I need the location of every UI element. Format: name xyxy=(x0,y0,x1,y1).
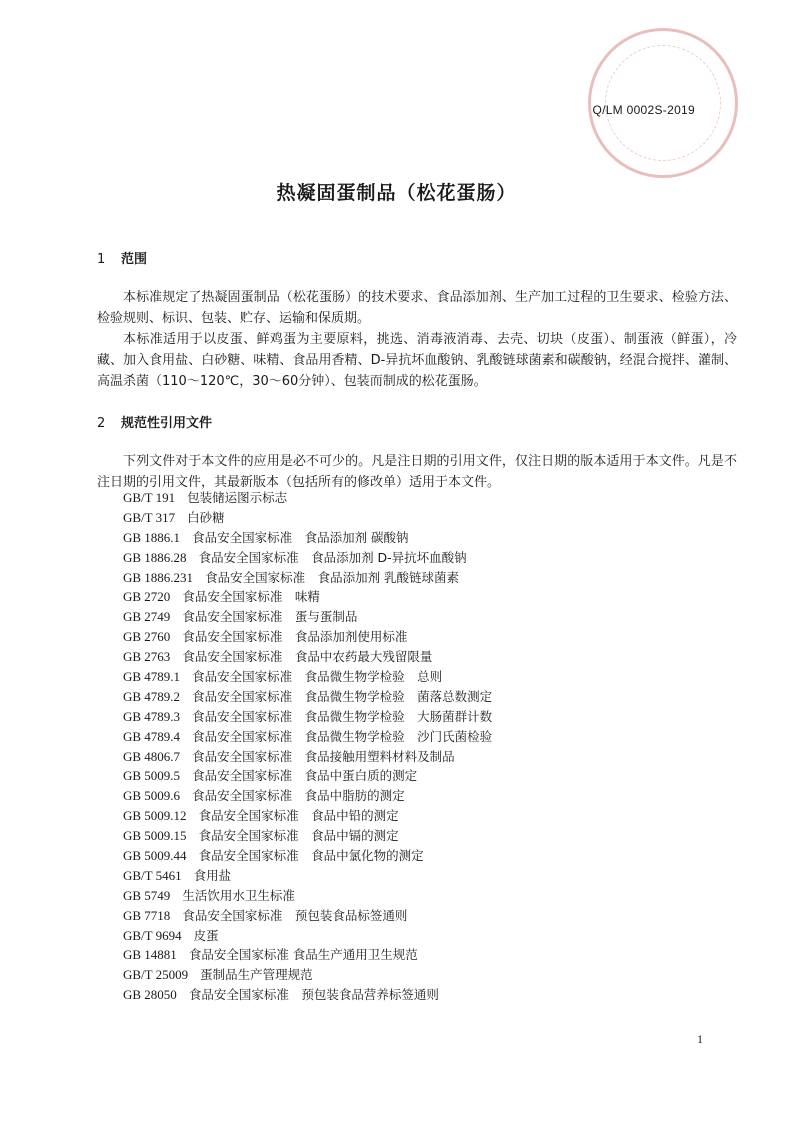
reference-item xyxy=(123,766,492,786)
reference-item xyxy=(123,926,492,946)
reference-item xyxy=(123,945,492,965)
reference-item xyxy=(123,548,492,568)
reference-name: 食品安全国家标准 食品中蛋白质的测定 xyxy=(192,768,418,784)
reference-name: 食品安全国家标准 食品生产通用卫生规范 xyxy=(188,947,418,963)
reference-name: 食品安全国家标准 食品微生物学检验 总则 xyxy=(192,669,443,685)
reference-name: 包装储运图示标志 xyxy=(187,490,288,505)
section-number: 1 xyxy=(97,252,106,267)
reference-code: GB 4789.2 xyxy=(123,688,181,704)
reference-code: GB 1886.231 xyxy=(123,569,194,585)
reference-code: GB 7718 xyxy=(123,907,171,923)
reference-code: GB 4789.4 xyxy=(123,728,181,744)
reference-name: 食品安全国家标准 食品中铅的测定 xyxy=(198,808,399,824)
reference-code: GB 28050 xyxy=(123,987,177,1003)
reference-code: GB 2763 xyxy=(123,649,171,665)
reference-item xyxy=(123,846,492,866)
reference-name: 食品安全国家标准 食品添加剂 D-异抗坏血酸钠 xyxy=(198,549,467,565)
reference-code: GB 14881 xyxy=(123,947,177,963)
reference-item xyxy=(123,607,492,627)
reference-name: 食品安全国家标准 食品微生物学检验 菌落总数测定 xyxy=(192,688,493,704)
reference-code: GB 5749 xyxy=(123,887,171,903)
reference-item xyxy=(123,568,492,588)
reference-name: 食品安全国家标准 食品添加剂使用标准 xyxy=(182,629,408,645)
reference-item xyxy=(123,687,492,707)
scope-paragraph-1: 本标准规定了热凝固蛋制品（松花蛋肠）的技术要求、食品添加剂、生产加工过程的卫生要求、检验方法、检验规则、标识、包装、贮存、运输和保质期。 xyxy=(97,290,737,326)
reference-item xyxy=(123,707,492,727)
reference-item xyxy=(123,826,492,846)
reference-name: 皮蛋 xyxy=(193,927,219,943)
document-title: 热凝固蛋制品（松花蛋肠） xyxy=(276,182,517,204)
document-code: Q/LM 0002S-2019 xyxy=(592,103,695,117)
references-intro-paragraph: 下列文件对于本文件的应用是必不可少的。凡是注日期的引用文件，仅注日期的版本适用于本文件。凡是不注日期的引用文件，其最新版本（包括所有的修改单）适用于本文件。 xyxy=(97,454,737,490)
reference-name: 食品安全国家标准 食品接触用塑料材料及制品 xyxy=(192,748,455,764)
reference-name: 食品安全国家标准 食品微生物学检验 大肠菌群计数 xyxy=(192,708,493,724)
reference-name: 食用盐 xyxy=(193,867,232,883)
reference-code: GB/T 5461 xyxy=(123,867,182,883)
reference-name: 食品安全国家标准 食品中氯化物的测定 xyxy=(198,848,424,864)
reference-item xyxy=(123,587,492,607)
reference-name: 食品安全国家标准 味精 xyxy=(182,589,320,605)
reference-name: 白砂糖 xyxy=(187,509,225,525)
section-title: 规范性引用文件 xyxy=(121,416,213,431)
reference-name: 食品安全国家标准 预包装食品营养标签通则 xyxy=(188,987,439,1003)
reference-name: 食品安全国家标准 蛋与蛋制品 xyxy=(182,609,358,625)
reference-code: GB 4789.1 xyxy=(123,669,181,685)
reference-name: 食品安全国家标准 食品中农药最大残留限量 xyxy=(182,649,433,665)
reference-code: GB 1886.1 xyxy=(123,529,181,545)
section-title: 范围 xyxy=(121,252,148,267)
reference-item xyxy=(123,488,492,508)
reference-item xyxy=(123,508,492,528)
section-heading-scope xyxy=(97,248,147,267)
reference-item xyxy=(123,528,492,548)
reference-name: 生活饮用水卫生标准 xyxy=(182,887,295,903)
reference-code: GB 4806.7 xyxy=(123,748,181,764)
section-number: 2 xyxy=(97,416,106,431)
reference-item xyxy=(123,727,492,747)
reference-list xyxy=(123,488,492,1005)
reference-item xyxy=(123,667,492,687)
reference-item xyxy=(123,647,492,667)
reference-code: GB 2720 xyxy=(123,589,171,605)
reference-item xyxy=(123,627,492,647)
reference-name: 食品安全国家标准 食品中脂肪的测定 xyxy=(192,788,405,804)
reference-item xyxy=(123,786,492,806)
reference-code: GB 5009.5 xyxy=(123,768,181,784)
reference-item xyxy=(123,985,492,1005)
reference-name: 食品安全国家标准 食品添加剂 碳酸钠 xyxy=(192,529,409,545)
reference-code: GB/T 25009 xyxy=(123,967,189,983)
page-number: 1 xyxy=(697,1032,703,1046)
reference-item xyxy=(123,886,492,906)
reference-code: GB/T 317 xyxy=(123,509,176,525)
reference-name: 食品安全国家标准 食品中镉的测定 xyxy=(198,828,399,844)
reference-code: GB 1886.28 xyxy=(123,549,187,565)
reference-item xyxy=(123,965,492,985)
reference-code: GB 5009.12 xyxy=(123,808,187,824)
reference-code: GB 5009.6 xyxy=(123,788,181,804)
reference-code: GB/T 9694 xyxy=(123,927,182,943)
scope-paragraph-2: 本标准适用于以皮蛋、鲜鸡蛋为主要原料，挑选、消毒液消毒、去壳、切块（皮蛋）、制蛋液（鲜蛋），冷藏、加入食用盐、白砂糖、味精、食品用香精、D-异抗坏血酸钠、乳酸链球菌素和碳酸钠，经混合搅拌、灌制、高温杀菌（110～120℃，30～60分钟）、包装而制成的松花蛋肠。 xyxy=(97,332,737,389)
reference-item xyxy=(123,806,492,826)
reference-code: GB 2749 xyxy=(123,609,171,625)
reference-name: 食品安全国家标准 食品添加剂 乳酸链球菌素 xyxy=(205,569,460,585)
reference-code: GB 5009.15 xyxy=(123,828,187,844)
reference-name: 食品安全国家标准 预包装食品标签通则 xyxy=(182,907,408,923)
section-heading-normative-references xyxy=(97,412,212,431)
reference-code: GB 5009.44 xyxy=(123,848,187,864)
reference-name: 食品安全国家标准 食品微生物学检验 沙门氏菌检验 xyxy=(192,728,493,744)
reference-item xyxy=(123,906,492,926)
reference-code: GB 4789.3 xyxy=(123,708,181,724)
reference-item xyxy=(123,866,492,886)
reference-code: GB 2760 xyxy=(123,629,171,645)
reference-code: GB/T 191 xyxy=(123,490,176,505)
reference-name: 蛋制品生产管理规范 xyxy=(200,967,313,983)
reference-item xyxy=(123,747,492,767)
